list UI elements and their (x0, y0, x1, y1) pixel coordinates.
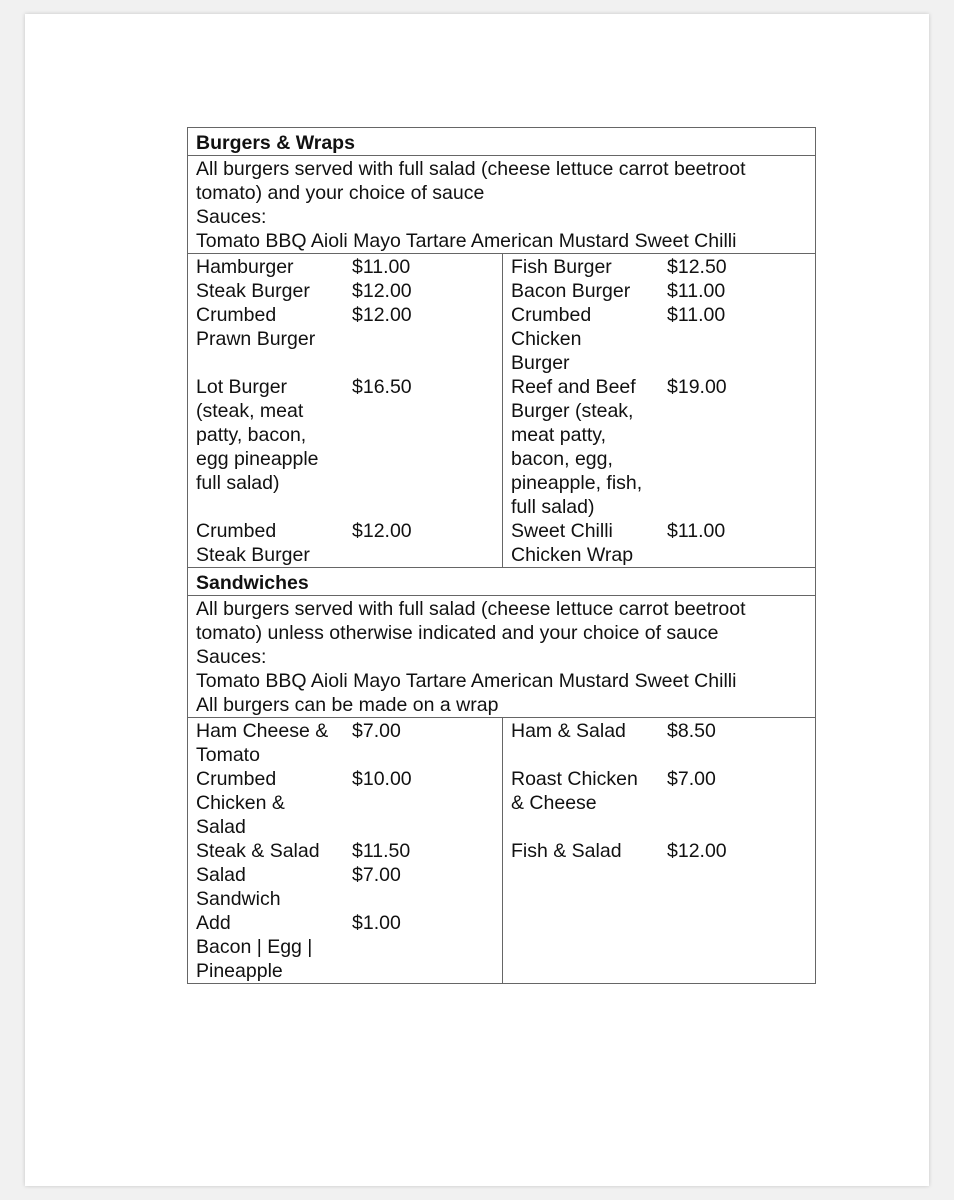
item-name: Sweet Chilli Chicken Wrap (511, 520, 634, 566)
item-price: $12.00 (667, 840, 727, 862)
item-price: $11.00 (352, 256, 411, 278)
description-line: All burgers can be made on a wrap (196, 694, 499, 716)
document-page (25, 14, 929, 1186)
item-name: Fish & Salad (511, 840, 622, 862)
menu-item (196, 719, 502, 767)
item-price: $8.50 (667, 720, 716, 742)
menu-item (511, 279, 815, 303)
item-name: Lot Burger (steak, meat patty, bacon, egg pineapple full salad) (196, 376, 319, 494)
menu-item (511, 303, 815, 375)
section-title-burgers: Burgers & Wraps (188, 128, 815, 156)
item-price: $7.00 (352, 720, 401, 742)
row-spacer (511, 815, 815, 839)
menu-item (511, 719, 815, 743)
item-name: Reef and Beef Burger (steak, meat patty, bacon, egg, pineapple, fish, full salad) (511, 376, 643, 518)
item-price: $19.00 (667, 376, 727, 398)
section-title-sandwiches: Sandwiches (188, 568, 815, 596)
item-price: $16.50 (352, 376, 412, 398)
item-price: $1.00 (352, 912, 401, 934)
burgers-right-column (502, 254, 815, 567)
item-price: $10.00 (352, 768, 412, 790)
item-name: Salad Sandwich (196, 864, 281, 910)
row-spacer (511, 743, 815, 767)
item-name: Crumbed Chicken Burger (511, 304, 592, 374)
menu-item (196, 375, 502, 495)
item-price: $11.00 (667, 280, 726, 302)
menu-item (196, 519, 502, 567)
menu-item (196, 911, 502, 983)
item-price: $12.00 (352, 304, 412, 326)
item-price: $11.00 (667, 304, 726, 326)
item-name: Ham & Salad (511, 720, 626, 742)
description-line: All burgers served with full salad (cheese lettuce carrot beetroot (196, 158, 746, 180)
section-description-sandwiches (188, 596, 815, 718)
item-price: $12.00 (352, 280, 412, 302)
item-name: Steak & Salad (196, 840, 320, 862)
menu-item (511, 375, 815, 519)
item-name: Crumbed Prawn Burger (196, 304, 316, 350)
section-description-burgers (188, 156, 815, 254)
item-name: Crumbed Steak Burger (196, 520, 310, 566)
burgers-left-column (188, 254, 502, 567)
menu-item (511, 767, 815, 815)
menu-item (196, 839, 502, 863)
item-name: Ham Cheese & Tomato (196, 720, 329, 766)
description-line: Sauces: (196, 206, 267, 228)
item-name: Bacon Burger (511, 280, 631, 302)
item-price: $7.00 (667, 768, 716, 790)
sandwiches-left-column (188, 718, 502, 983)
menu-table (187, 127, 816, 984)
item-name: Add Bacon | Egg | Pineapple (196, 912, 313, 982)
item-name: Hamburger (196, 256, 294, 278)
item-price: $12.00 (352, 520, 412, 542)
menu-item (511, 519, 815, 567)
menu-item (511, 255, 815, 279)
item-name: Steak Burger (196, 280, 310, 302)
sandwiches-items (188, 718, 815, 983)
description-line: Tomato BBQ Aioli Mayo Tartare American Mustard Sweet Chilli (196, 670, 737, 692)
row-spacer (196, 495, 502, 519)
sandwiches-right-column (502, 718, 815, 983)
item-price: $12.50 (667, 256, 727, 278)
item-price: $11.00 (667, 520, 726, 542)
description-line: tomato) unless otherwise indicated and your choice of sauce (196, 622, 719, 644)
menu-item (196, 767, 502, 839)
description-line: All burgers served with full salad (cheese lettuce carrot beetroot (196, 598, 746, 620)
item-name: Crumbed Chicken & Salad (196, 768, 285, 838)
burgers-items (188, 254, 815, 568)
menu-item (196, 863, 502, 911)
item-name: Fish Burger (511, 256, 612, 278)
description-line: Sauces: (196, 646, 267, 668)
item-name: Roast Chicken & Cheese (511, 768, 638, 814)
menu-item (511, 839, 815, 863)
item-price: $7.00 (352, 864, 401, 886)
menu-item (196, 303, 502, 351)
menu-item (196, 279, 502, 303)
description-line: tomato) and your choice of sauce (196, 182, 485, 204)
item-price: $11.50 (352, 840, 411, 862)
row-spacer (196, 351, 502, 375)
menu-item (196, 255, 502, 279)
description-line: Tomato BBQ Aioli Mayo Tartare American Mustard Sweet Chilli (196, 230, 737, 252)
